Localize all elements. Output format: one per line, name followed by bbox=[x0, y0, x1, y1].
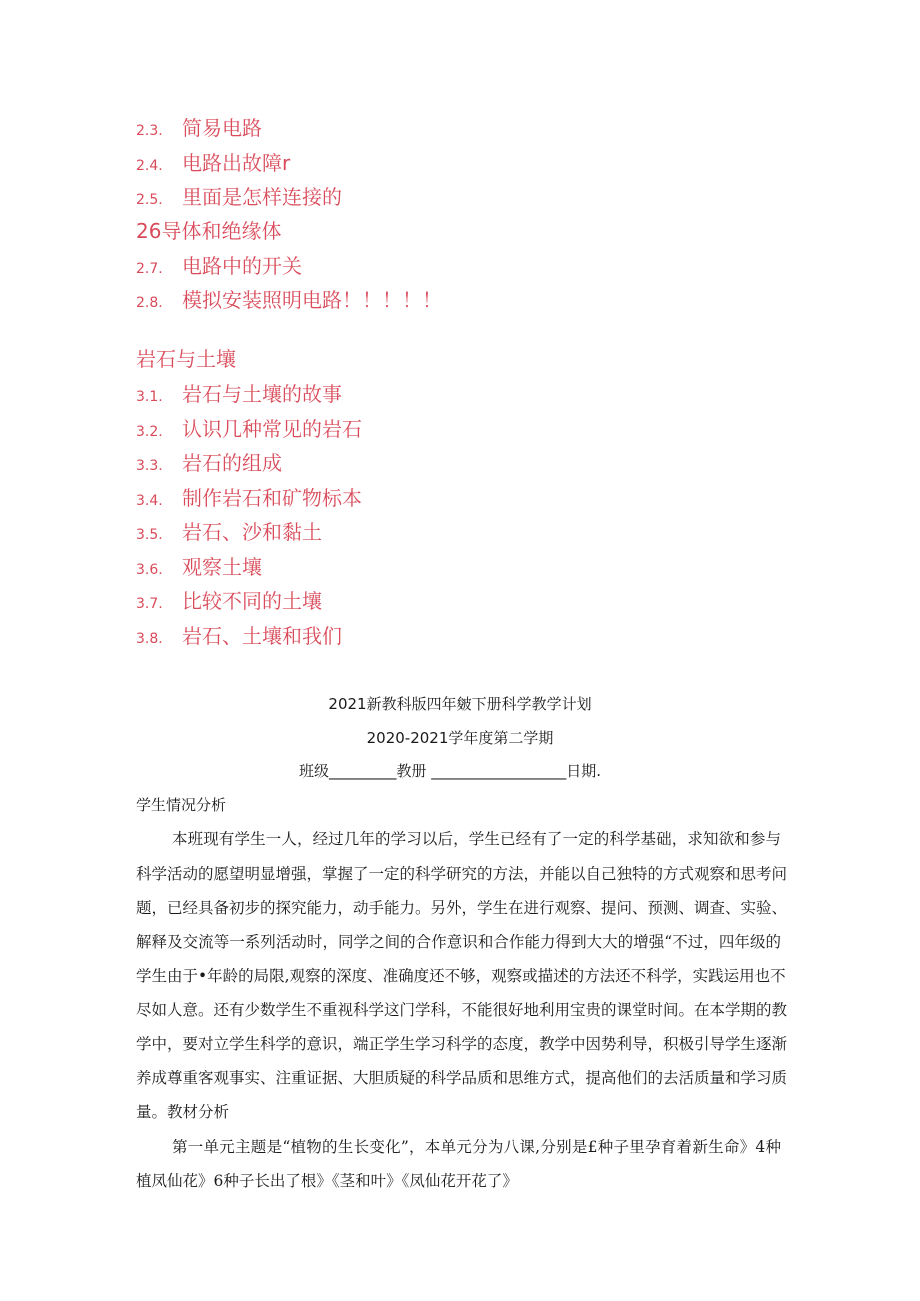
toc-item-title: 岩石与土壤的故事 bbox=[182, 382, 342, 406]
paragraph-line: 题，已经具备初步的探究能力，动手能力。另外，学生在进行观察、提问、预测、调查、实验、 bbox=[136, 899, 788, 917]
paragraph-line: 第一单元主题是“植物的生长变化”，本单元分为八课,分别是£种子里孕育着新生命》4种 bbox=[172, 1138, 781, 1156]
toc-item[interactable] bbox=[136, 519, 322, 548]
toc-item-number: 2.4. bbox=[136, 158, 163, 174]
toc-item-title: 制作岩石和矿物标本 bbox=[182, 486, 362, 510]
toc-item[interactable] bbox=[136, 381, 342, 410]
paragraph-line: 量。教材分析 bbox=[136, 1103, 230, 1121]
toc-item-number: 2.8. bbox=[136, 295, 163, 311]
toc-item-title: 岩石、沙和黏土 bbox=[182, 520, 322, 544]
toc-item-title: 比较不同的土壤 bbox=[182, 589, 322, 613]
toc-item-title: 电路中的开关 bbox=[182, 254, 302, 278]
section-heading-student-analysis: 学生情况分析 bbox=[136, 796, 227, 814]
toc-item-number: 3.4. bbox=[136, 493, 163, 509]
toc-item[interactable] bbox=[136, 287, 442, 316]
toc-item[interactable] bbox=[136, 150, 290, 179]
toc-item[interactable] bbox=[136, 184, 342, 213]
toc-item[interactable] bbox=[136, 115, 262, 144]
document-meta-line: 班级_________教册 __________________日期. bbox=[299, 762, 602, 780]
paragraph-line: 养成尊重客观事实、注重证据、大胆质疑的科学品质和思维方式，提高他们的去活质量和学习质 bbox=[136, 1069, 788, 1087]
paragraph-line: 植凤仙花》6种子长出了根》《茎和叶》《凤仙花开花了》 bbox=[136, 1172, 518, 1190]
toc-item[interactable] bbox=[136, 253, 302, 282]
paragraph-line: 学中，要对立学生科学的意识，端正学生学习科学的态度，教学中因势利导，积极引导学生逐渐 bbox=[136, 1035, 788, 1053]
toc-item-title: 观察土壤 bbox=[182, 555, 262, 579]
toc-item[interactable] bbox=[136, 554, 262, 583]
toc-item-number: 3.3. bbox=[136, 458, 163, 474]
document-title: 2021新教科版四年皴下册科学教学计划 bbox=[328, 695, 592, 713]
toc-item-number: 2.5. bbox=[136, 192, 163, 208]
toc-item-title: 岩石、土壤和我们 bbox=[182, 624, 342, 648]
toc-item-number: 3.8. bbox=[136, 631, 163, 647]
toc-item-title: 认识几种常见的岩石 bbox=[182, 417, 362, 441]
unit-heading[interactable]: 岩石与土壤 bbox=[136, 347, 236, 371]
toc-item-title: 岩石的组成 bbox=[182, 451, 282, 475]
toc-item[interactable] bbox=[136, 450, 282, 479]
paragraph-line: 尽如人意。还有少数学生不重视科学这门学科，不能很好地利用宝贵的课堂时间。在本学期的教 bbox=[136, 1001, 788, 1019]
toc-item[interactable] bbox=[136, 623, 342, 652]
toc-item[interactable] bbox=[136, 218, 281, 244]
paragraph-line: 解释及交流等一系列活动时，同学之间的合作意识和合作能力得到大大的增强“不过，四年级的 bbox=[136, 933, 781, 951]
toc-item-title: 26导体和绝缘体 bbox=[136, 219, 282, 243]
toc-item[interactable] bbox=[136, 416, 362, 445]
toc-item-number: 2.7. bbox=[136, 261, 163, 277]
toc-item[interactable] bbox=[136, 485, 362, 514]
toc-item-title: 简易电路 bbox=[182, 116, 262, 140]
toc-item-title: 里面是怎样连接的 bbox=[182, 185, 342, 209]
toc-item-title: 模拟安装照明电路！！！！！ bbox=[182, 288, 442, 312]
toc-item-number: 3.6. bbox=[136, 562, 163, 578]
toc-item-title: 电路出故障r bbox=[182, 151, 291, 175]
paragraph-line: 本班现有学生一人，经过几年的学习以后，学生已经有了一定的科学基础，求知欲和参与 bbox=[172, 830, 781, 848]
paragraph-line: 科学活动的愿望明显增强，掌握了一定的科学研究的方法，并能以自己独特的方式观察和思考问 bbox=[136, 865, 788, 883]
toc-item-number: 3.2. bbox=[136, 424, 163, 440]
toc-item-number: 2.3. bbox=[136, 123, 163, 139]
toc-item-number: 3.5. bbox=[136, 527, 163, 543]
toc-item-number: 3.7. bbox=[136, 596, 163, 612]
document-subtitle: 2020-2021学年度第二学期 bbox=[366, 729, 554, 747]
toc-item-number: 3.1. bbox=[136, 389, 163, 405]
paragraph-line: 学生由于•年龄的局限,观察的深度、准确度还不够，观察或描述的方法还不科学，实践运用也不 bbox=[136, 967, 786, 985]
toc-item[interactable] bbox=[136, 588, 322, 617]
